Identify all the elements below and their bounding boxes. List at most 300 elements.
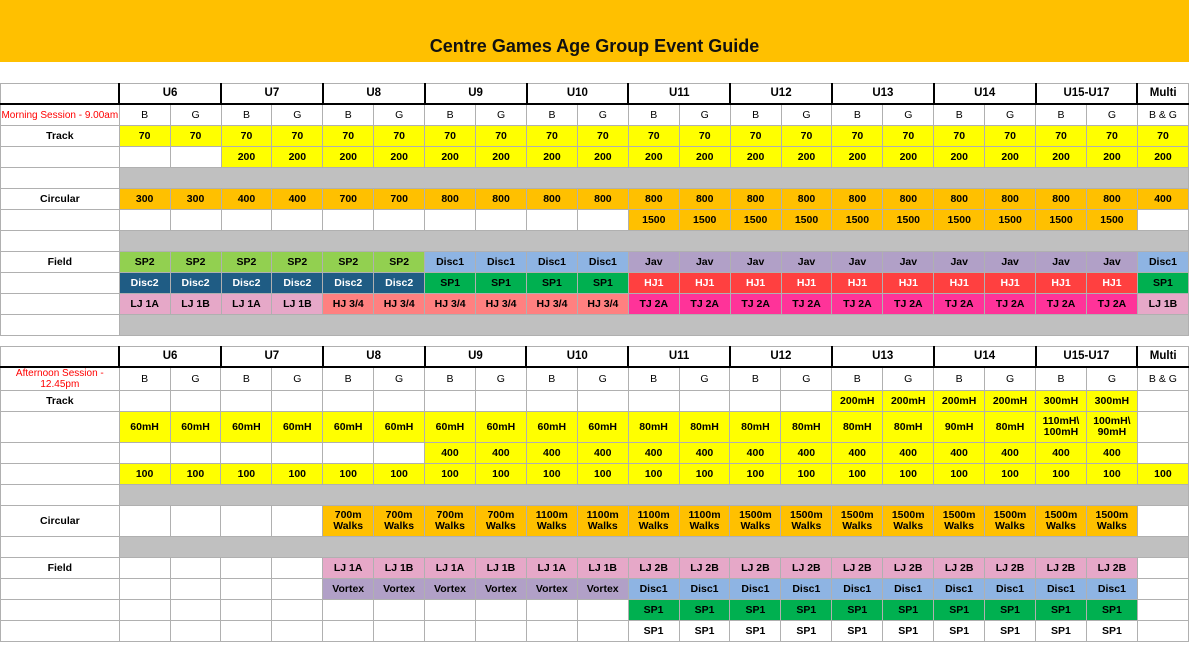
gender-cell: G [374, 367, 425, 391]
event-cell: 70 [119, 126, 170, 147]
event-cell: 100 [323, 464, 374, 485]
gender-cell: B [730, 367, 781, 391]
event-cell [170, 147, 221, 168]
event-cell: HJ1 [985, 273, 1036, 294]
age-group-header: U6 [119, 84, 221, 105]
event-cell: 200 [577, 147, 628, 168]
event-cell [526, 391, 577, 412]
event-cell: TJ 2A [832, 294, 883, 315]
event-cell: 700m Walks [425, 506, 476, 537]
event-cell [170, 558, 221, 579]
event-cell: Vortex [475, 579, 526, 600]
event-cell [119, 210, 170, 231]
event-cell: SP1 [1036, 600, 1087, 621]
event-cell: 1500 [832, 210, 883, 231]
event-cell: 400 [781, 443, 832, 464]
event-cell: Disc1 [577, 252, 628, 273]
event-cell: 100 [628, 464, 679, 485]
event-cell: 200mH [883, 391, 934, 412]
event-cell: 60mH [221, 412, 272, 443]
gender-cell: B [628, 104, 679, 126]
event-cell: 200 [272, 147, 323, 168]
event-cell: 800 [425, 189, 476, 210]
event-cell: 100 [934, 464, 985, 485]
gender-cell: G [374, 104, 425, 126]
event-cell [221, 600, 272, 621]
event-cell: SP1 [476, 273, 527, 294]
event-cell: HJ 3/4 [527, 294, 578, 315]
event-cell: Disc2 [221, 273, 272, 294]
row-label [1, 443, 120, 464]
gender-cell: G [781, 104, 832, 126]
row-label [1, 210, 120, 231]
event-cell: Jav [934, 252, 985, 273]
gender-cell: G [577, 104, 628, 126]
event-cell: Vortex [374, 579, 425, 600]
gender-cell: G [883, 104, 934, 126]
event-cell [577, 600, 628, 621]
event-cell: HJ1 [934, 273, 985, 294]
event-cell [119, 558, 170, 579]
gender-cell: B [119, 104, 170, 126]
event-cell: HJ 3/4 [323, 294, 374, 315]
event-cell [425, 621, 476, 642]
event-cell [425, 600, 476, 621]
age-group-header: U13 [832, 347, 934, 368]
event-cell [272, 600, 323, 621]
event-cell [1137, 621, 1188, 642]
event-cell: 200mH [985, 391, 1036, 412]
event-cell: 1500 [1087, 210, 1138, 231]
event-row [1, 391, 1189, 412]
row-label: Track [1, 391, 120, 412]
separator-row [1, 537, 1189, 558]
event-cell: 100 [985, 464, 1036, 485]
event-cell [1137, 600, 1188, 621]
event-cell: Disc1 [476, 252, 527, 273]
age-group-header: U15-U17 [1036, 347, 1138, 368]
age-group-header: Multi [1137, 84, 1188, 105]
event-cell: 60mH [577, 412, 628, 443]
event-row [1, 294, 1189, 315]
event-cell: 80mH [781, 412, 832, 443]
event-cell [374, 391, 425, 412]
event-cell: 200 [1137, 147, 1188, 168]
event-cell: 100 [832, 464, 883, 485]
event-cell: 800 [527, 189, 578, 210]
row-label [1, 347, 120, 368]
event-cell: 1500 [883, 210, 934, 231]
gender-cell: G [679, 104, 730, 126]
event-cell: 400 [425, 443, 476, 464]
event-cell: 1500m Walks [832, 506, 883, 537]
event-cell: LJ 2B [1036, 558, 1087, 579]
event-cell: SP1 [934, 621, 985, 642]
event-cell: 1500 [985, 210, 1036, 231]
age-group-header: U9 [425, 84, 527, 105]
event-cell: 80mH [679, 412, 730, 443]
event-cell: 60mH [425, 412, 476, 443]
row-label: Field [1, 252, 120, 273]
gender-cell: G [883, 367, 934, 391]
event-cell: 100mH\ 90mH [1086, 412, 1137, 443]
event-cell: 400 [1086, 443, 1137, 464]
event-cell: 80mH [730, 412, 781, 443]
gender-cell: B [1036, 367, 1087, 391]
event-cell: LJ 2B [832, 558, 883, 579]
event-cell: 200 [476, 147, 527, 168]
event-cell: 200 [1036, 147, 1087, 168]
event-cell: Disc1 [1086, 579, 1137, 600]
event-cell: SP1 [425, 273, 476, 294]
event-row [1, 210, 1189, 231]
gender-cell: G [985, 367, 1036, 391]
event-cell: LJ 1B [475, 558, 526, 579]
event-cell [272, 210, 323, 231]
event-cell: 200 [832, 147, 883, 168]
event-cell: HJ 3/4 [577, 294, 628, 315]
event-cell: 60mH [323, 412, 374, 443]
event-cell: SP2 [119, 252, 170, 273]
gender-cell: G [781, 367, 832, 391]
event-cell: 400 [730, 443, 781, 464]
event-cell: 400 [1036, 443, 1087, 464]
event-cell [221, 558, 272, 579]
event-cell: 300 [119, 189, 170, 210]
event-cell: Disc2 [272, 273, 323, 294]
event-cell: 100 [475, 464, 526, 485]
event-cell: 200 [781, 147, 832, 168]
event-cell: 400 [1137, 189, 1188, 210]
row-label [1, 600, 120, 621]
event-cell: 200 [425, 147, 476, 168]
separator-band [119, 485, 1188, 506]
event-cell [170, 600, 221, 621]
event-cell: 700 [374, 189, 425, 210]
event-cell [170, 506, 221, 537]
gender-cell: B [730, 104, 781, 126]
event-cell: 800 [628, 189, 679, 210]
event-cell: 110mH\ 100mH [1036, 412, 1087, 443]
event-cell [475, 391, 526, 412]
age-group-header: U14 [934, 347, 1036, 368]
event-cell: 800 [1087, 189, 1138, 210]
event-cell [730, 391, 781, 412]
event-cell: 1100m Walks [628, 506, 679, 537]
separator-band [119, 231, 1188, 252]
event-cell: 60mH [475, 412, 526, 443]
event-cell: Disc1 [985, 579, 1036, 600]
event-cell: 400 [272, 189, 323, 210]
morning-session-table [0, 83, 1189, 336]
gender-cell: B [119, 367, 170, 391]
event-cell [1137, 579, 1188, 600]
event-cell: Disc2 [374, 273, 425, 294]
event-cell: SP1 [1086, 600, 1137, 621]
age-group-header: U12 [730, 347, 832, 368]
event-cell: SP1 [730, 621, 781, 642]
event-cell: SP1 [577, 273, 628, 294]
gender-cell: G [1087, 104, 1138, 126]
event-cell [272, 558, 323, 579]
event-cell: 200 [221, 147, 272, 168]
gender-cell: G [985, 104, 1036, 126]
event-cell [628, 391, 679, 412]
event-cell: Jav [1087, 252, 1138, 273]
event-cell [170, 391, 221, 412]
age-group-header: U15-U17 [1036, 84, 1138, 105]
event-row [1, 600, 1189, 621]
event-cell: SP1 [883, 600, 934, 621]
event-cell: 60mH [170, 412, 221, 443]
event-cell [577, 621, 628, 642]
gender-cell: B [1036, 104, 1087, 126]
age-group-header: U9 [425, 347, 527, 368]
event-cell: 70 [628, 126, 679, 147]
event-cell: Vortex [577, 579, 628, 600]
event-cell: 1500m Walks [730, 506, 781, 537]
event-cell: HJ1 [1036, 273, 1087, 294]
event-cell [119, 443, 170, 464]
event-cell: Jav [883, 252, 934, 273]
event-cell: 100 [221, 464, 272, 485]
separator-row [1, 168, 1189, 189]
event-cell [221, 621, 272, 642]
age-group-header: U8 [323, 347, 425, 368]
event-row [1, 579, 1189, 600]
event-cell: LJ 1B [1137, 294, 1188, 315]
event-cell: 200 [730, 147, 781, 168]
event-cell: 1500m Walks [934, 506, 985, 537]
row-label: Morning Session - 9.00am [1, 104, 120, 126]
gender-cell: G [1086, 367, 1137, 391]
event-cell: 100 [577, 464, 628, 485]
event-cell: LJ 2B [934, 558, 985, 579]
event-cell: Jav [832, 252, 883, 273]
event-cell: 100 [170, 464, 221, 485]
event-cell: TJ 2A [934, 294, 985, 315]
event-cell: 70 [577, 126, 628, 147]
event-cell: HJ 3/4 [425, 294, 476, 315]
event-cell: 400 [628, 443, 679, 464]
event-cell: 70 [476, 126, 527, 147]
event-cell [425, 391, 476, 412]
afternoon-session-table [0, 346, 1189, 642]
event-cell: 70 [730, 126, 781, 147]
event-cell: 100 [679, 464, 730, 485]
event-cell: 1500m Walks [1086, 506, 1137, 537]
event-cell: HJ1 [781, 273, 832, 294]
gender-cell: B [425, 104, 476, 126]
event-cell: Disc2 [170, 273, 221, 294]
event-row [1, 506, 1189, 537]
event-cell: 200 [527, 147, 578, 168]
event-cell: TJ 2A [1087, 294, 1138, 315]
event-cell [221, 506, 272, 537]
event-cell: SP1 [883, 621, 934, 642]
row-label: Afternoon Session - 12.45pm [1, 367, 120, 391]
event-cell: LJ 1A [526, 558, 577, 579]
event-cell: 1500m Walks [781, 506, 832, 537]
event-cell [679, 391, 730, 412]
event-cell [272, 443, 323, 464]
event-cell: SP1 [527, 273, 578, 294]
age-group-header: U12 [730, 84, 832, 105]
event-cell: Jav [985, 252, 1036, 273]
event-cell: 60mH [526, 412, 577, 443]
event-cell: 70 [934, 126, 985, 147]
event-cell: SP2 [374, 252, 425, 273]
event-cell [577, 210, 628, 231]
event-cell: 800 [883, 189, 934, 210]
event-cell: HJ 3/4 [476, 294, 527, 315]
event-row [1, 273, 1189, 294]
event-cell: 70 [170, 126, 221, 147]
event-cell [221, 391, 272, 412]
event-cell: Disc1 [628, 579, 679, 600]
event-cell: 200mH [832, 391, 883, 412]
event-cell: 400 [985, 443, 1036, 464]
event-cell [119, 600, 170, 621]
event-cell [374, 443, 425, 464]
event-cell [221, 443, 272, 464]
event-cell: HJ 3/4 [374, 294, 425, 315]
event-cell: TJ 2A [883, 294, 934, 315]
event-cell: 300mH [1036, 391, 1087, 412]
event-cell: SP1 [985, 621, 1036, 642]
event-cell: 800 [985, 189, 1036, 210]
event-cell: 1100m Walks [526, 506, 577, 537]
event-cell: Jav [679, 252, 730, 273]
age-group-header: U13 [832, 84, 934, 105]
event-cell: 100 [374, 464, 425, 485]
event-cell: TJ 2A [985, 294, 1036, 315]
event-cell: 200mH [934, 391, 985, 412]
event-cell: Disc2 [323, 273, 374, 294]
event-cell [221, 579, 272, 600]
gender-row [1, 367, 1189, 391]
row-label [1, 485, 120, 506]
event-cell [374, 621, 425, 642]
event-cell: 800 [476, 189, 527, 210]
event-cell: 80mH [832, 412, 883, 443]
event-cell: Disc1 [679, 579, 730, 600]
event-cell: 60mH [272, 412, 323, 443]
event-cell: 300 [170, 189, 221, 210]
event-cell: 200 [934, 147, 985, 168]
event-cell: 300mH [1086, 391, 1137, 412]
event-cell: Disc1 [934, 579, 985, 600]
event-cell: 100 [119, 464, 170, 485]
event-cell: SP1 [628, 600, 679, 621]
row-label [1, 537, 120, 558]
event-cell: Vortex [526, 579, 577, 600]
event-cell [221, 210, 272, 231]
event-cell: SP1 [781, 621, 832, 642]
event-cell [1137, 558, 1188, 579]
gender-cell: G [272, 104, 323, 126]
gender-cell: G [679, 367, 730, 391]
event-cell [1137, 506, 1188, 537]
gender-cell: B [832, 367, 883, 391]
event-cell: Disc1 [781, 579, 832, 600]
event-cell: 1500 [934, 210, 985, 231]
gender-cell: G [476, 104, 527, 126]
event-cell: 400 [832, 443, 883, 464]
event-cell: 100 [526, 464, 577, 485]
event-cell: LJ 2B [679, 558, 730, 579]
event-cell: 100 [1086, 464, 1137, 485]
event-cell [272, 621, 323, 642]
event-cell [323, 391, 374, 412]
event-cell: 1500m Walks [985, 506, 1036, 537]
row-label [1, 231, 120, 252]
event-cell: Disc1 [1036, 579, 1087, 600]
event-cell: TJ 2A [730, 294, 781, 315]
event-cell [526, 600, 577, 621]
event-cell: Jav [730, 252, 781, 273]
event-cell: SP1 [730, 600, 781, 621]
event-row [1, 412, 1189, 443]
event-cell: 100 [425, 464, 476, 485]
gender-cell: B [323, 104, 374, 126]
gender-cell: B [425, 367, 476, 391]
event-cell: SP1 [679, 621, 730, 642]
event-cell [119, 579, 170, 600]
gender-cell: B [934, 367, 985, 391]
event-cell: 70 [527, 126, 578, 147]
row-label [1, 168, 120, 189]
event-cell: 800 [832, 189, 883, 210]
gender-row [1, 104, 1189, 126]
gender-cell: B [934, 104, 985, 126]
age-group-header-row [1, 84, 1189, 105]
event-cell: 400 [475, 443, 526, 464]
event-cell: 70 [781, 126, 832, 147]
row-label [1, 147, 120, 168]
event-row [1, 147, 1189, 168]
row-label [1, 464, 120, 485]
event-cell: Disc1 [883, 579, 934, 600]
event-cell: SP2 [272, 252, 323, 273]
event-cell [323, 210, 374, 231]
event-cell: 800 [1036, 189, 1087, 210]
event-cell: Disc2 [119, 273, 170, 294]
event-cell: 700m Walks [323, 506, 374, 537]
event-cell: 100 [730, 464, 781, 485]
event-cell [323, 443, 374, 464]
event-cell [170, 579, 221, 600]
event-cell: 800 [679, 189, 730, 210]
event-cell [425, 210, 476, 231]
event-row [1, 126, 1189, 147]
age-group-header-row [1, 347, 1189, 368]
event-cell [170, 443, 221, 464]
event-cell: HJ1 [679, 273, 730, 294]
gender-cell: B [527, 104, 578, 126]
event-cell: 200 [628, 147, 679, 168]
event-cell: 200 [374, 147, 425, 168]
gender-cell: B [526, 367, 577, 391]
event-row [1, 621, 1189, 642]
event-cell [170, 621, 221, 642]
event-row [1, 252, 1189, 273]
event-cell: 200 [323, 147, 374, 168]
age-group-header: U10 [527, 84, 629, 105]
event-cell: 400 [221, 189, 272, 210]
event-cell: 400 [934, 443, 985, 464]
gender-cell: B [832, 104, 883, 126]
